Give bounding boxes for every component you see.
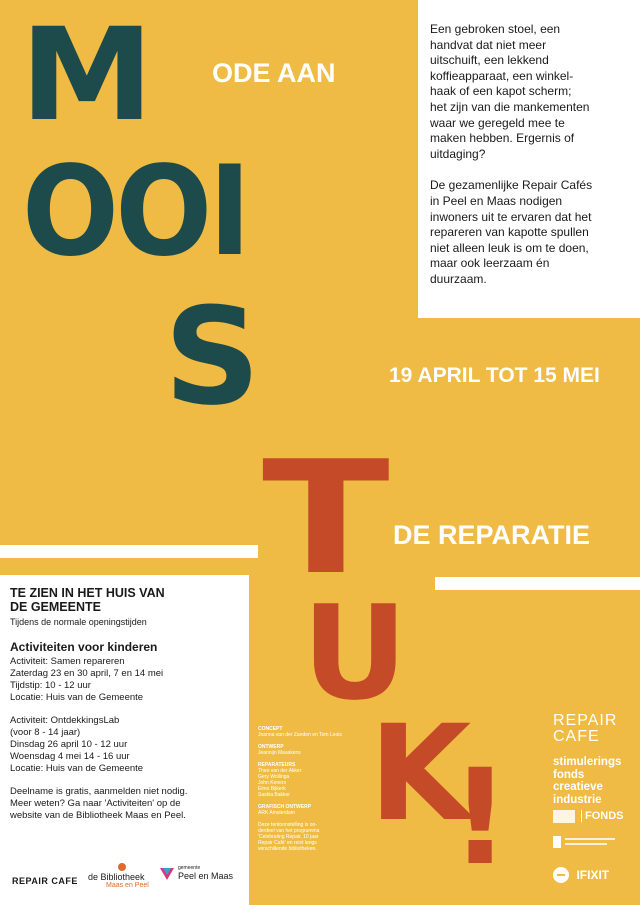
fonds-label: FONDS (581, 810, 624, 822)
title-letter-m: M (20, 1, 156, 150)
credit-label: GRAFISCH ONTWERP (258, 804, 312, 810)
credit-value: Saskia Bakker (258, 792, 290, 798)
ministry-line (565, 838, 615, 840)
credit-value: Joanna van der Zanden en Tom Loois (258, 732, 342, 738)
info-text (10, 586, 242, 822)
ifixit-icon (553, 867, 569, 883)
crest-icon (553, 810, 575, 823)
title-letter-u: U (302, 577, 410, 729)
dates-heading: 19 APRIL TOT 15 MEI (389, 364, 600, 387)
activity-block: Activiteit: Samen repareren Zaterdag 23 en 30 april, 7 en 14 mei Tijdstip: 10 - 12 uur Locatie: Huis van de Gemeente (10, 656, 164, 703)
ministry-logo (553, 836, 623, 848)
credit-value: Elmo Bijkerk (258, 786, 286, 792)
info-subheading: Tijdens de normale openingstijden (10, 617, 147, 627)
credit-label: ONTWERP (258, 744, 284, 750)
credit-label: CONCEPT (258, 726, 283, 732)
fonds-logo (553, 810, 623, 824)
title-letter-k: K (369, 697, 474, 851)
divider-bar (0, 545, 258, 558)
credits (258, 726, 353, 852)
intro-text (430, 22, 635, 288)
kids-heading: Activiteiten voor kinderen (10, 640, 158, 654)
credit-value: John Keners (258, 780, 287, 786)
stimuleringsfonds-logo: stimulerings fonds creatieve industrie (553, 756, 622, 806)
title-letter-exclaim: ! (450, 741, 513, 895)
de-reparatie-heading: DE REPARATIE (393, 520, 591, 550)
ifixit-logo: IFIXIT (553, 866, 609, 884)
bibliotheek-icon (118, 863, 126, 871)
credit-label: REPARATEURS (258, 762, 296, 768)
credit-note: Deze tentoonstelling is on- derdeel van het programma 'Celebrating Repair, 10 jaar Repair Café' en reist langs verschillende bibliotheken. (258, 822, 320, 852)
info-heading: DE GEMEENTE (10, 600, 101, 614)
divider-bar (435, 577, 640, 590)
intro-paragraph: De gezamenlijke Repair Cafés in Peel en Maas nodigen inwoners uit te ervaren dat het repareren van kapotte spullen niet alleen leuk is om te doen, maar ook leerzaam én duurzaam. (430, 178, 593, 286)
title-letter-s: S (164, 279, 263, 435)
title-letter-t: T (262, 427, 393, 609)
activity-block: Activiteit: OntdekkingsLab (voor 8 - 14 jaar) Dinsdag 26 april 10 - 12 uur Woensdag 4 mei 14 - 16 uur Locatie: Huis van de Gemeente (10, 715, 144, 774)
info-heading: TE ZIEN IN HET HUIS VAN (10, 586, 165, 600)
ministry-icon (553, 836, 561, 848)
gemeente-logo: gemeente Peel en Maas (160, 865, 233, 881)
intro-paragraph: Een gebroken stoel, een handvat dat niet meer uitschuift, een lekkend koffieapparaat, een winkel- haak of een kapot scherm; het zijn van die mankementen waar we geregeld mee te maken hebben. Ergernis of uitdaging? (430, 22, 590, 161)
title-letters-ooi: OOI (22, 140, 248, 284)
bibliotheek-logo: de Bibliotheek Maas en Peel (88, 872, 149, 890)
ministry-line (565, 843, 607, 845)
credit-value: Gery Wollinga (258, 774, 290, 780)
footer-note: Deelname is gratis, aanmelden niet nodig. Meer weten? Ga naar 'Activiteiten' op de website van de Bibliotheek Maas en Peel. (10, 786, 188, 821)
gemeente-icon (160, 867, 174, 879)
credit-value: Theo van der Akker (258, 768, 302, 774)
repair-cafe-logo-right: REPAIR CAFE (553, 712, 618, 745)
credit-value: ARK Amsterdam (258, 810, 295, 816)
credit-value: Jeannijn Maaskens (258, 750, 301, 756)
ode-aan-heading: ODE AAN (212, 58, 336, 88)
repair-cafe-logo: REPAIR CAFE (12, 876, 78, 886)
